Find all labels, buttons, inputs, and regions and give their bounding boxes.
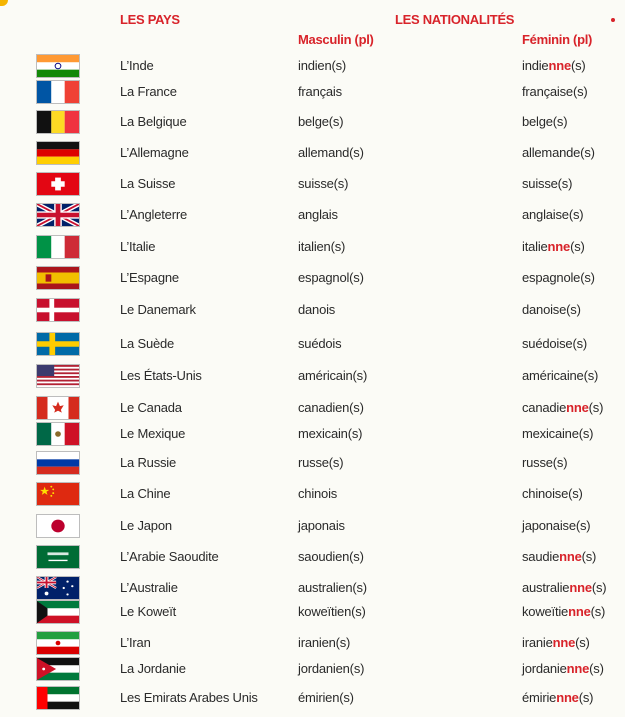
masculine-nationality: chinois [298, 486, 338, 501]
feminine-suffix-highlight: nne [566, 400, 589, 415]
russia-flag-icon [36, 451, 80, 475]
canada-flag-icon [36, 396, 80, 420]
feminine-nationality [522, 270, 595, 285]
uae-flag-icon [36, 686, 80, 710]
masculine-nationality: russe(s) [298, 455, 344, 470]
feminine-ending: (s) [581, 549, 597, 564]
header-nationalities: LES NATIONALITÉS [395, 12, 515, 27]
masculine-nationality: espagnol(s) [298, 270, 364, 285]
header-masculine: Masculin (pl) [298, 32, 374, 47]
feminine-stem: émirie [522, 690, 557, 705]
table-row [0, 422, 625, 446]
feminine-stem: indie [522, 58, 549, 73]
feminine-suffix-highlight: nne [548, 58, 571, 73]
table-row [0, 141, 625, 165]
denmark-flag-icon [36, 298, 80, 322]
feminine-ending: (s) [570, 58, 586, 73]
germany-flag-icon [36, 141, 80, 165]
masculine-nationality: jordanien(s) [298, 661, 365, 676]
table-row [0, 110, 625, 134]
japan-flag-icon [36, 514, 80, 538]
feminine-suffix-highlight: nne [569, 580, 592, 595]
kuwait-flag-icon [36, 600, 80, 624]
feminine-nationality [522, 580, 606, 595]
country-name: L’Angleterre [120, 207, 187, 222]
table-row [0, 332, 625, 356]
feminine-stem: belge(s) [522, 114, 568, 129]
jordan-flag-icon [36, 657, 80, 681]
feminine-ending: (s) [575, 635, 590, 650]
feminine-suffix-highlight: nne [556, 690, 579, 705]
country-name: La Russie [120, 455, 177, 470]
table-row [0, 514, 625, 538]
feminine-stem: française(s) [522, 84, 588, 99]
header-feminine: Féminin (pl) [522, 32, 593, 47]
feminine-stem: russe(s) [522, 455, 568, 470]
masculine-nationality: canadien(s) [298, 400, 364, 415]
table-row [0, 600, 625, 624]
feminine-stem: danoise(s) [522, 302, 581, 317]
feminine-stem: canadie [522, 400, 567, 415]
country-name: La Jordanie [120, 661, 186, 676]
feminine-nationality [522, 58, 586, 73]
feminine-nationality [522, 336, 587, 351]
country-name: Le Danemark [120, 302, 196, 317]
table-row [0, 545, 625, 569]
feminine-ending: (s) [589, 661, 604, 676]
masculine-nationality: indien(s) [298, 58, 347, 73]
masculine-nationality: allemand(s) [298, 145, 364, 160]
table-row [0, 298, 625, 322]
table-row [0, 482, 625, 506]
table-row [0, 266, 625, 290]
feminine-nationality [522, 549, 596, 564]
feminine-ending: (s) [588, 400, 604, 415]
feminine-stem: suisse(s) [522, 176, 573, 191]
australia-flag-icon [36, 576, 80, 600]
table-row [0, 203, 625, 227]
feminine-suffix-highlight: nne [559, 549, 582, 564]
feminine-ending: (s) [570, 239, 585, 254]
table-row [0, 451, 625, 475]
masculine-nationality: australien(s) [298, 580, 367, 595]
feminine-stem: japonaise(s) [522, 518, 591, 533]
uk-flag-icon [36, 203, 80, 227]
country-name: L’Arabie Saoudite [120, 549, 219, 564]
masculine-nationality: français [298, 84, 342, 99]
country-name: La Suisse [120, 176, 176, 191]
feminine-stem: suédoise(s) [522, 336, 587, 351]
india-flag-icon [36, 54, 80, 78]
feminine-nationality [522, 486, 583, 501]
feminine-nationality [522, 302, 581, 317]
table-row [0, 364, 625, 388]
feminine-nationality [522, 635, 590, 650]
feminine-ending: (s) [578, 690, 594, 705]
corner-dot-decoration [0, 0, 8, 6]
feminine-suffix-highlight: nne [566, 661, 590, 676]
country-name: Le Mexique [120, 426, 186, 441]
feminine-nationality [522, 604, 605, 619]
masculine-nationality: suisse(s) [298, 176, 349, 191]
country-name: La France [120, 84, 177, 99]
country-name: La Belgique [120, 114, 187, 129]
sweden-flag-icon [36, 332, 80, 356]
feminine-nationality [522, 145, 595, 160]
masculine-nationality: émirien(s) [298, 690, 354, 705]
feminine-stem: anglaise(s) [522, 207, 584, 222]
feminine-ending: (s) [591, 580, 607, 595]
feminine-nationality [522, 661, 604, 676]
switzerland-flag-icon [36, 172, 80, 196]
feminine-stem: chinoise(s) [522, 486, 583, 501]
feminine-suffix-highlight: nne [568, 604, 591, 619]
masculine-nationality: mexicain(s) [298, 426, 363, 441]
belgium-flag-icon [36, 110, 80, 134]
table-row [0, 576, 625, 600]
feminine-stem: espagnole(s) [522, 270, 595, 285]
table-row [0, 54, 625, 78]
feminine-suffix-highlight: nne [547, 239, 571, 254]
table-row [0, 396, 625, 420]
feminine-nationality [522, 426, 593, 441]
feminine-nationality [522, 690, 593, 705]
masculine-nationality: iranien(s) [298, 635, 351, 650]
country-name: L’Espagne [120, 270, 179, 285]
header-countries: LES PAYS [120, 12, 180, 27]
italy-flag-icon [36, 235, 80, 259]
feminine-nationality [522, 400, 603, 415]
feminine-stem: iranie [522, 635, 553, 650]
corner-dot-decoration-right [611, 18, 615, 22]
country-name: L’Iran [120, 635, 151, 650]
country-name: L’Inde [120, 58, 154, 73]
feminine-stem: koweïtie [522, 604, 569, 619]
masculine-nationality: américain(s) [298, 368, 368, 383]
table-row [0, 172, 625, 196]
country-name: Les Emirats Arabes Unis [120, 690, 258, 705]
feminine-nationality [522, 368, 598, 383]
table-row [0, 631, 625, 655]
saudi-arabia-flag-icon [36, 545, 80, 569]
table-row [0, 235, 625, 259]
iran-flag-icon [36, 631, 80, 655]
feminine-stem: allemande(s) [522, 145, 595, 160]
table-row [0, 657, 625, 681]
feminine-ending: (s) [590, 604, 606, 619]
feminine-nationality [522, 239, 585, 254]
country-name: L’Australie [120, 580, 178, 595]
country-name: La Suède [120, 336, 175, 351]
feminine-stem: australie [522, 580, 570, 595]
country-name: Le Japon [120, 518, 172, 533]
country-name: L’Italie [120, 239, 156, 254]
feminine-nationality [522, 207, 583, 222]
country-name: Le Canada [120, 400, 182, 415]
table-row [0, 80, 625, 104]
feminine-nationality [522, 455, 567, 470]
feminine-nationality [522, 84, 588, 99]
country-name: La Chine [120, 486, 171, 501]
feminine-nationality [522, 176, 572, 191]
country-name: Le Koweït [120, 604, 177, 619]
masculine-nationality: belge(s) [298, 114, 344, 129]
china-flag-icon [36, 482, 80, 506]
usa-flag-icon [36, 364, 80, 388]
feminine-nationality [522, 114, 567, 129]
masculine-nationality: italien(s) [298, 239, 346, 254]
feminine-stem: américaine(s) [522, 368, 599, 383]
masculine-nationality: suédois [298, 336, 342, 351]
masculine-nationality: japonais [298, 518, 345, 533]
spain-flag-icon [36, 266, 80, 290]
masculine-nationality: anglais [298, 207, 338, 222]
mexico-flag-icon [36, 422, 80, 446]
france-flag-icon [36, 80, 80, 104]
table-row [0, 686, 625, 710]
masculine-nationality: danois [298, 302, 336, 317]
country-name: Les États-Unis [120, 368, 202, 383]
feminine-stem: saudie [522, 549, 560, 564]
feminine-stem: mexicaine(s) [522, 426, 594, 441]
feminine-stem: jordanie [522, 661, 567, 676]
feminine-stem: italie [522, 239, 548, 254]
feminine-nationality [522, 518, 590, 533]
feminine-suffix-highlight: nne [552, 635, 576, 650]
masculine-nationality: saoudien(s) [298, 549, 364, 564]
masculine-nationality: koweïtien(s) [298, 604, 366, 619]
country-name: L’Allemagne [120, 145, 189, 160]
